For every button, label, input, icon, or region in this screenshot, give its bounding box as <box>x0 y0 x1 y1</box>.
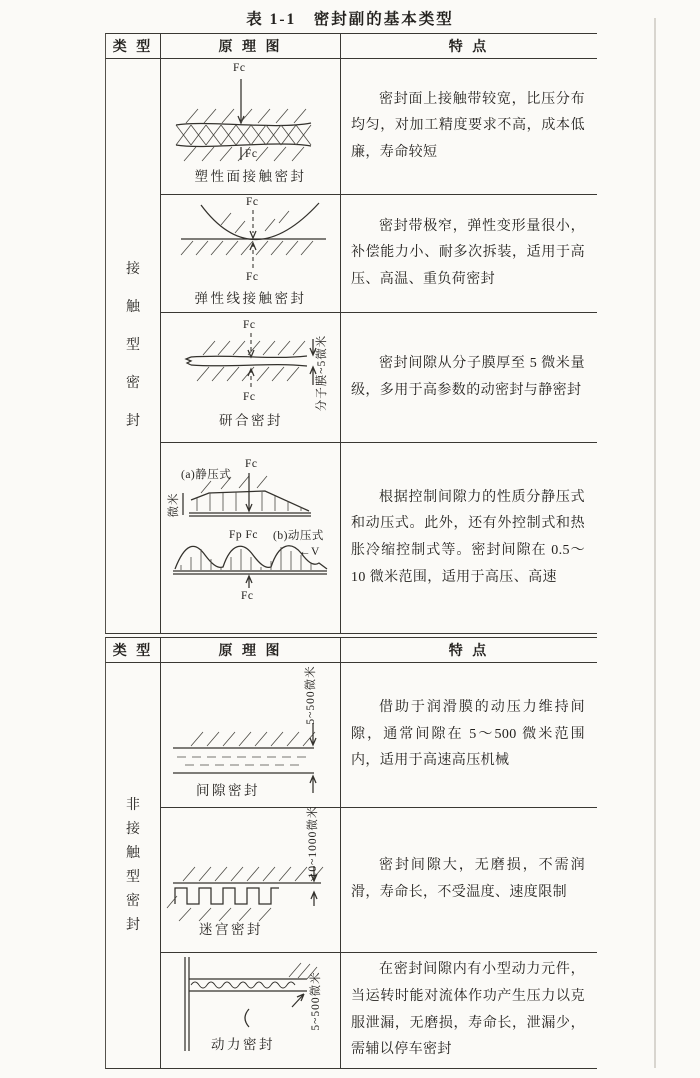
table-row <box>161 195 597 313</box>
feature-text: 根据控制间隙力的性质分静压式和动压式。此外，还有外控制式和热胀冷缩控制式等。密封间隙在 0.5～10 微米范围，适用于高压、高速 <box>351 489 585 585</box>
type-cell-contact <box>106 59 161 633</box>
col-header-type: 类 型 <box>106 638 161 662</box>
col-header-feature: 特 点 <box>448 40 490 55</box>
section-non-contact-rows <box>161 663 597 1068</box>
table-title: 表 1-1 密封副的基本类型 <box>246 11 454 28</box>
force-label-fc-top: Fc <box>243 319 256 331</box>
page-scan-edge-line <box>654 18 656 1068</box>
diagram-labyrinth-seal <box>161 805 341 952</box>
col-header-diagram: 原 理 图 <box>161 34 341 58</box>
type-label-non-contact: 非接触型密封 <box>126 797 140 933</box>
diagram-clearance-seal <box>161 663 341 807</box>
feature-cell <box>341 313 597 442</box>
feature-text: 密封面上接触带较宽，比压分布均匀，对加工精度要求不高，成本低廉，寿命较短 <box>351 91 585 160</box>
force-label-fc-bottom: Fc <box>241 590 254 602</box>
col-header-type: 类 型 <box>106 34 161 58</box>
gap-dimension-label: 10~1000微米 <box>307 805 319 879</box>
force-label-fc-bottom: Fc <box>246 271 259 283</box>
dynamic-pressure-type-label: (b)动压式 <box>273 530 324 542</box>
feature-cell <box>341 443 597 633</box>
seal-types-table <box>105 33 597 1069</box>
diagram-caption: 动力密封 <box>211 1037 275 1052</box>
diagram-caption: 迷宫密封 <box>199 922 263 937</box>
gap-dimension-label: 分子膜~5微米 <box>316 334 328 412</box>
feature-cell <box>341 663 597 807</box>
diagram-elastic-line-contact-seal <box>161 195 341 312</box>
force-label-fc-bottom: Fc <box>245 148 258 160</box>
table-row <box>161 805 597 953</box>
table-row <box>161 953 597 1068</box>
velocity-label: ←V <box>299 546 320 558</box>
feature-text: 借助于润滑膜的动压力维持间隙，通常间隙在 5～500 微米范围内，适用于高速高压机械 <box>351 700 585 769</box>
table-row <box>161 59 597 195</box>
col-header-diagram: 原 理 图 <box>161 638 341 662</box>
gap-dimension-label-left: 微米 <box>168 492 180 518</box>
type-label-contact: 接触型密封 <box>126 262 140 429</box>
table-header-row-2 <box>105 637 597 663</box>
diagram-caption: 研合密封 <box>219 413 283 428</box>
diagram-dynamic-seal <box>161 953 341 1068</box>
force-label-fc-top: Fc <box>246 196 259 208</box>
force-label-fp-fc: Fp Fc <box>229 529 259 541</box>
table-row <box>161 443 597 633</box>
diagram-plastic-contact-seal <box>161 59 341 194</box>
feature-cell <box>341 808 597 952</box>
force-label-fc-bottom: Fc <box>243 391 256 403</box>
type-cell-non-contact <box>106 663 161 1068</box>
force-label-fc-top: Fc <box>233 62 246 74</box>
table-row <box>161 663 597 808</box>
force-label-fc-top: Fc <box>245 458 258 470</box>
feature-text: 密封间隙从分子膜厚至 5 微米量级，多用于高参数的动密封与静密封 <box>351 355 585 398</box>
section-non-contact-seals <box>105 663 597 1069</box>
feature-text: 密封间隙大，无磨损，不需润滑，寿命长，不受温度、速度限制 <box>351 858 585 900</box>
static-pressure-type-label: (a)静压式 <box>181 469 232 481</box>
diagram-caption: 塑性面接触密封 <box>194 169 307 184</box>
feature-text: 在密封间隙内有小型动力元件，当运转时能对流体作功产生压力以克服泄漏，无磨损，寿命长，泄漏少，需辅以停车密封 <box>351 962 585 1058</box>
feature-text: 密封带极窄，弹性变形量很小，补偿能力小、耐多次拆装，适用于高压、高温、重负荷密封 <box>351 218 585 287</box>
table-header-row-1 <box>105 33 597 59</box>
diagram-caption: 弹性线接触密封 <box>194 291 307 306</box>
gap-dimension-label: 5~500微米 <box>310 971 322 1031</box>
table-row <box>161 313 597 443</box>
diagram-lapped-seal <box>161 313 341 442</box>
diagram-controlled-film-seal <box>161 443 341 633</box>
section-contact-seals <box>105 59 597 634</box>
gap-dimension-label: 5~500微米 <box>305 665 317 725</box>
section-contact-rows <box>161 59 597 633</box>
col-header-feature: 特 点 <box>448 644 490 659</box>
feature-cell <box>341 195 597 312</box>
feature-cell <box>341 953 597 1068</box>
diagram-caption: 间隙密封 <box>196 783 260 798</box>
feature-cell <box>341 59 597 194</box>
